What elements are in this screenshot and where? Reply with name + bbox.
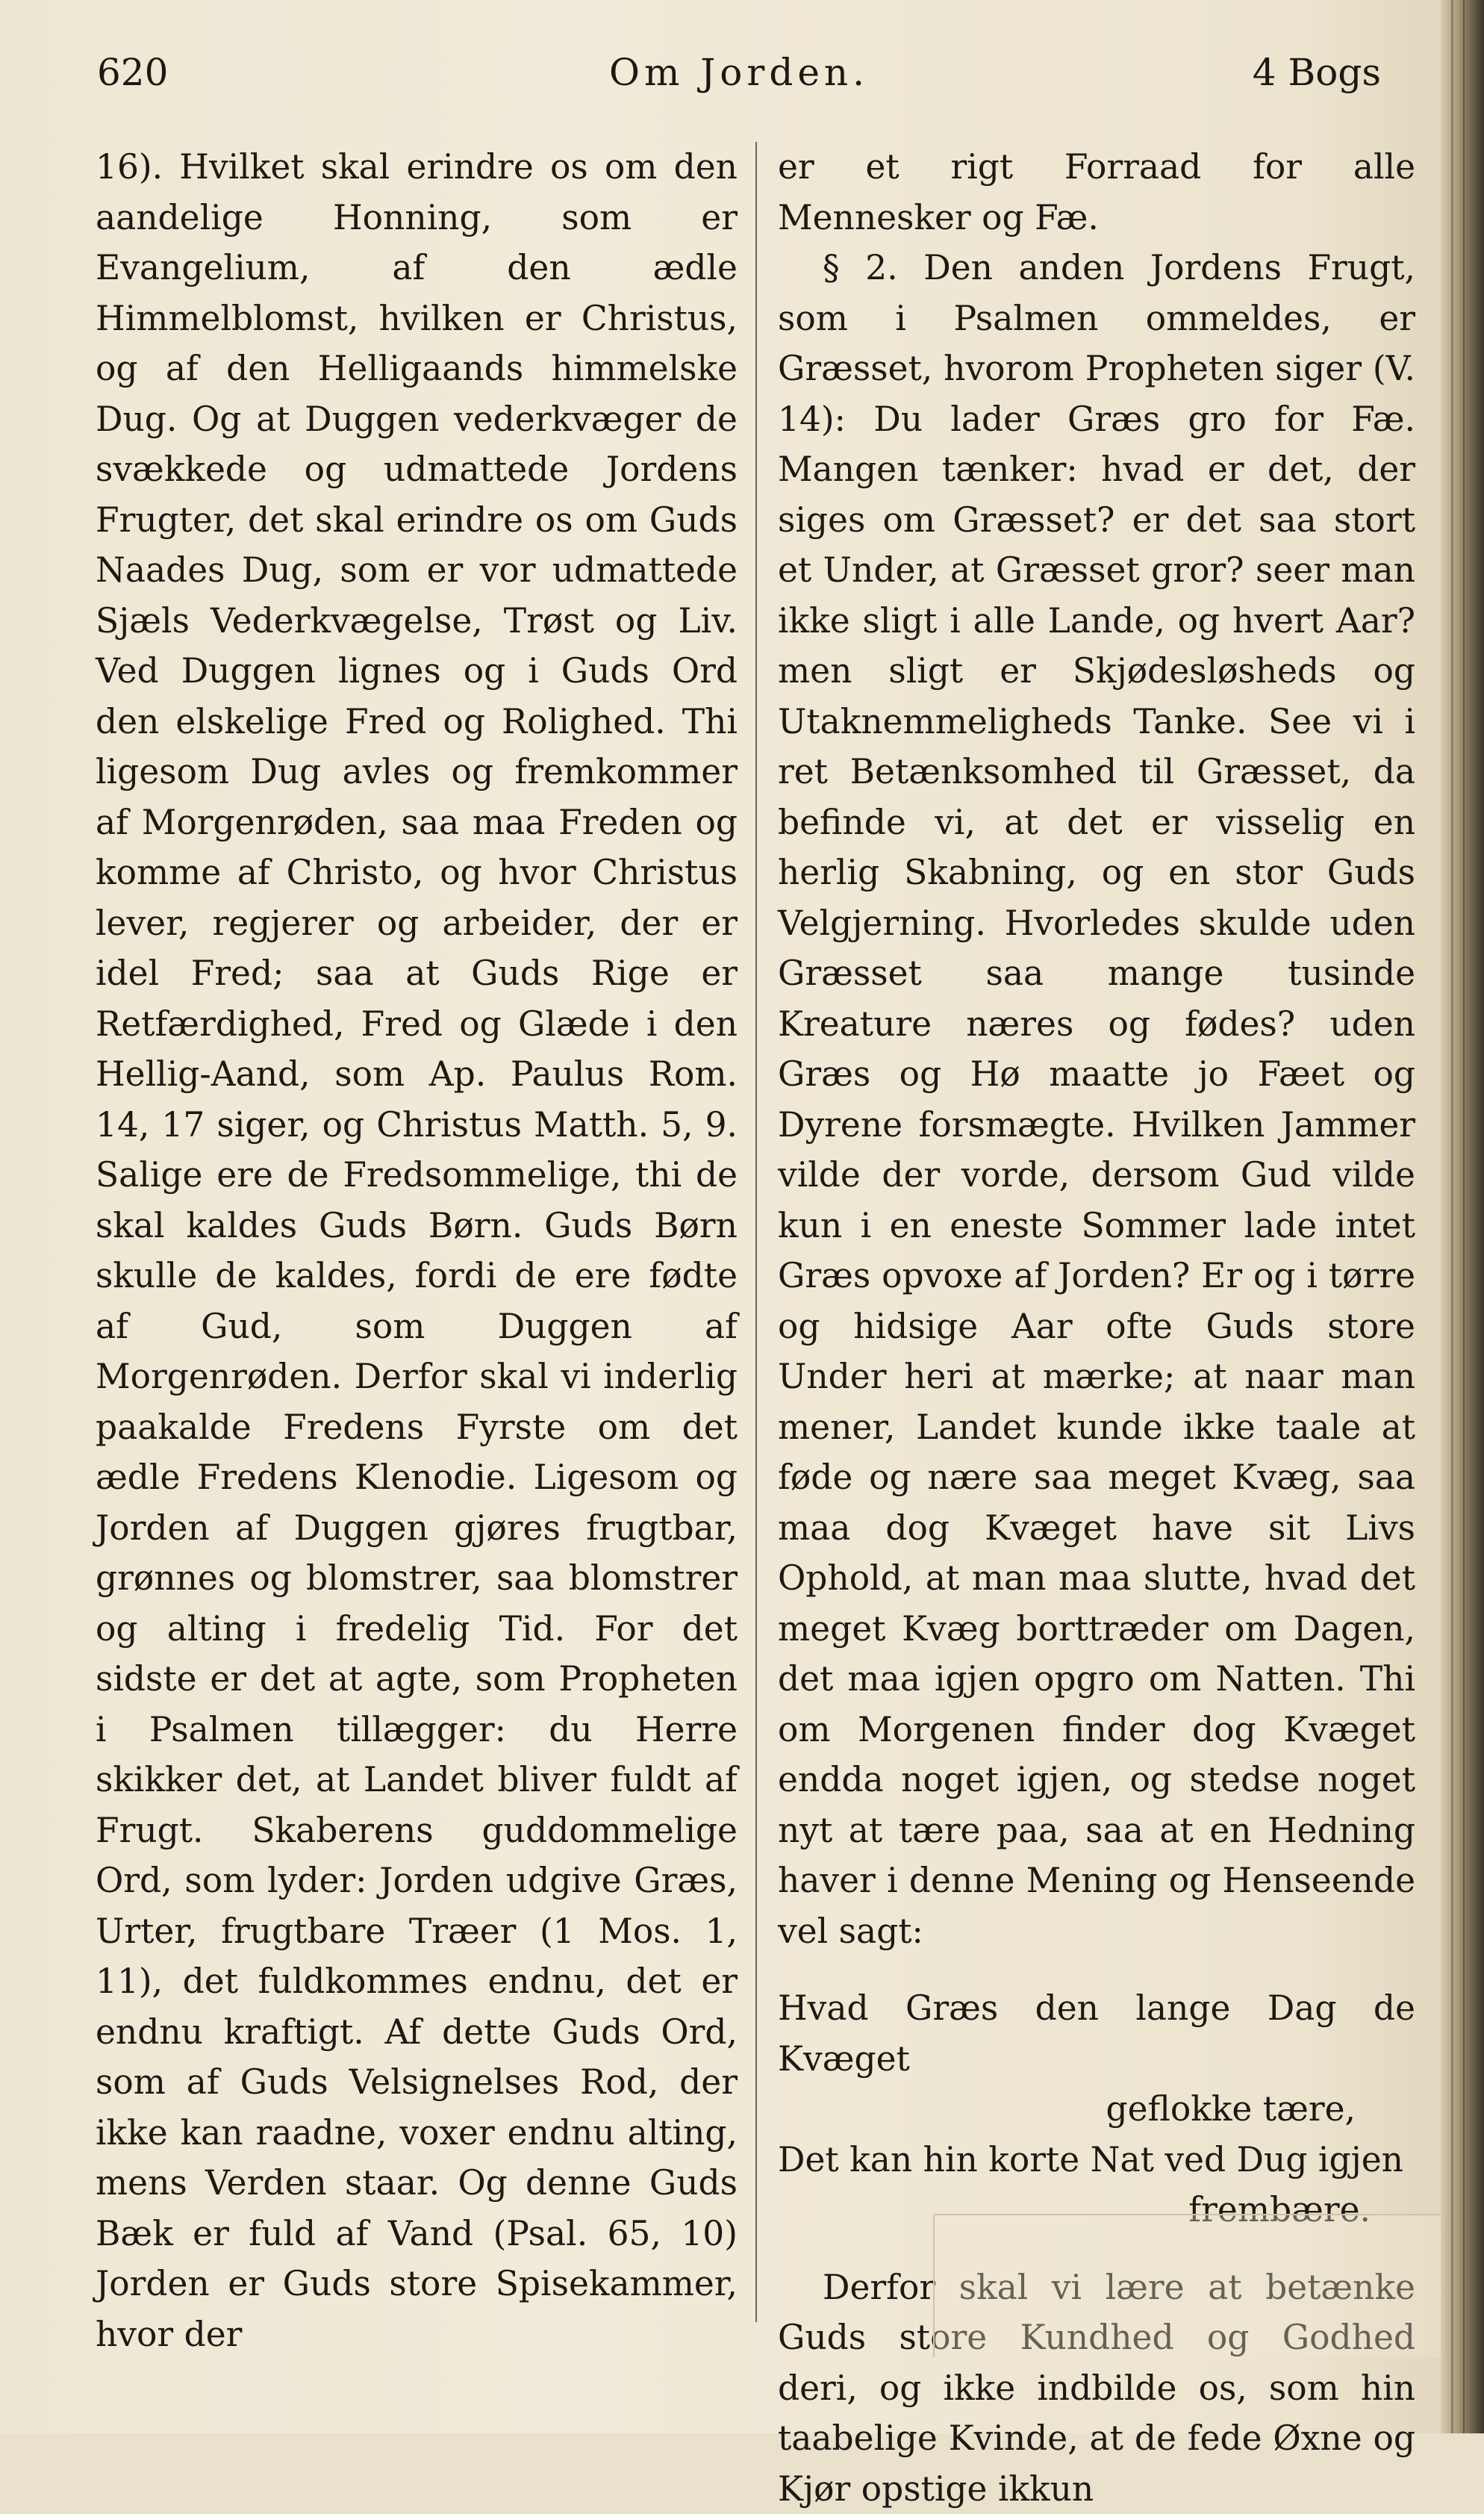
verse-line-2-continuation: frembære.	[778, 2185, 1415, 2235]
page-header	[97, 46, 1381, 99]
section-2-paragraph: § 2. Den anden Jordens Frugt, som i Psalmen ommeldes, er Græsset, hvorom Propheten siger (V. 14): Du lader Græs gro for Fæ. Mangen tænker: hvad er det, der siges om Græsset? er det saa stort et Under, at Græsset gror? seer man ikke sligt i alle Lande, og hvert Aar? men sligt er Skjødesløsheds og Utaknemmeligheds Tanke. See vi i ret Betænksomhed til Græsset, da befinde vi, at det er visselig en herlig Skabning, og en stor Guds Velgjerning. Hvorledes skulde uden Græsset saa mange tusinde Kreature næres og fødes? uden Græs og Hø maatte jo Fæet og Dyrene forsmægte. Hvilken Jammer vilde der vorde, dersom Gud vilde kun i en eneste Sommer lade intet Græs opvoxe af Jorden? Er og i tørre og hidsige Aar ofte Guds store Under heri at mærke; at naar man mener, Landet kunde ikke taale at føde og nære saa meget Kvæg, saa maa dog Kvæget have sit Livs Ophold, at man maa slutte, hvad det meget Kvæg borttræder om Dagen, det maa igjen opgro om Natten. Thi om Morgenen finder dog Kvæget endda noget igjen, og stedse noget nyt at tære paa, saa at en Hedning haver i denne Mening og Henseende vel sagt:	[778, 243, 1415, 1956]
right-column-paragraph-intro: er et rigt Forraad for alle Mennesker og Fæ.	[778, 142, 1415, 243]
verse-couplet-line-1	[778, 1983, 1415, 2135]
spine-edge-line	[1463, 0, 1465, 2433]
verse-line-1: Hvad Græs den lange Dag de Kvæget	[778, 1988, 1415, 2079]
left-column	[96, 142, 738, 2359]
pasted-paper-patch	[933, 2214, 1442, 2357]
running-title: Om Jorden.	[97, 46, 1381, 99]
book-spine	[1441, 0, 1484, 2433]
right-column	[778, 142, 1415, 2514]
verse-line-2: Det kan hin korte Nat ved Dug igjen	[778, 2140, 1403, 2179]
left-column-paragraph: 16). Hvilket skal erindre os om den aandelige Honning, som er Evangelium, af den ædle Himmelblomst, hvilken er Christus, og af den Helligaands himmelske Dug. Og at Duggen vederkvæger de svækkede og udmattede Jordens Frugter, det skal erindre os om Guds Naades Dug, som er vor udmattede Sjæls Vederkvægelse, Trøst og Liv. Ved Duggen lignes og i Guds Ord den elskelige Fred og Rolighed. Thi ligesom Dug avles og fremkommer af Morgenrøden, saa maa Freden og komme af Christo, og hvor Christus lever, regjerer og arbeider, der er idel Fred; saa at Guds Rige er Retfærdighed, Fred og Glæde i den Hellig-Aand, som Ap. Paulus Rom. 14, 17 siger, og Christus Matth. 5, 9. Salige ere de Fredsommelige, thi de skal kaldes Guds Børn. Guds Børn skulle de kaldes, fordi de ere fødte af Gud, som Duggen af Morgenrøden. Derfor skal vi inderlig paakalde Fredens Fyrste om det ædle Fredens Klenodie. Ligesom og Jorden af Duggen gjøres frugtbar, grønnes og blomstrer, saa blomstrer og alting i fredelig Tid. For det sidste er det at agte, som Propheten i Psalmen tillægger: du Herre skikker det, at Landet bliver fuldt af Frugt. Skaberens guddommelige Ord, som lyder: Jorden udgive Græs, Urter, frugtbare Træer (1 Mos. 1, 11), det fuldkommes endnu, det er endnu kraftigt. Af dette Guds Ord, som af Guds Velsignelses Rod, der ikke kan raadne, voxer endnu alting, mens Verden staar. Og denne Guds Bæk er fuld af Vand (Psal. 65, 10) Jorden er Guds store Spisekammer, hvor der	[96, 142, 738, 2359]
book-reference: 4 Bogs	[1253, 46, 1381, 99]
spine-edge-line	[1451, 0, 1453, 2433]
page-number: 620	[97, 46, 168, 99]
closing-paragraph: Derfor skal vi lære at betænke Guds store Kundhed og Godhed deri, og ikke indbilde os, som hin taabelige Kvinde, at de fede Øxne og Kjør opstige ikkun	[778, 2262, 1415, 2514]
verse-line-1-continuation: geflokke tære,	[778, 2084, 1415, 2135]
column-divider	[755, 142, 757, 2322]
